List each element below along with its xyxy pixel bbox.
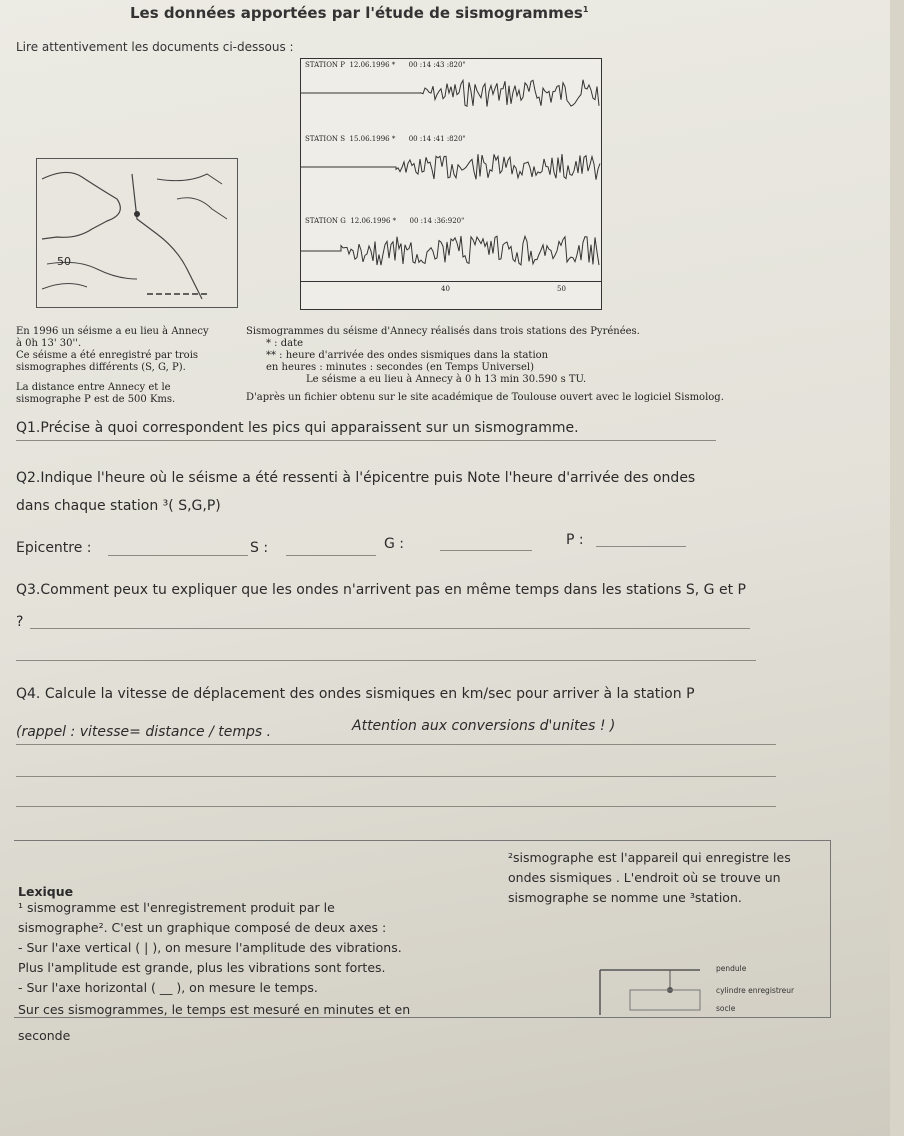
answer-line[interactable] — [16, 744, 776, 745]
map-outline-icon — [37, 159, 237, 307]
answer-line[interactable] — [16, 806, 776, 807]
seismogram-trace-g — [301, 231, 601, 271]
question-4: Q4. Calcule la vitesse de déplacement des ondes sismiques en km/sec pour arriver à la station P — [16, 686, 695, 702]
question-2-line1: Q2.Indique l'heure où le séisme a été ressenti à l'épicentre puis Note l'heure d'arrivée des ondes — [16, 470, 696, 486]
page-title: Les données apportées par l'étude de sismogrammes$^1$ — [130, 4, 589, 22]
label-pendule: pendule — [716, 964, 747, 973]
label-cylindre: cylindre enregistreur — [716, 986, 795, 995]
intro-text: Lire attentivement les documents ci-dessous : — [16, 40, 294, 54]
question-3-line2: ? — [16, 614, 24, 630]
time-axis — [301, 281, 601, 282]
map-annecy — [36, 158, 238, 308]
answer-line[interactable] — [16, 660, 756, 661]
station-p-header: STATION P 12.06.1996 * 00 :14 :43 :820" — [305, 61, 466, 69]
question-3-line1: Q3.Comment peux tu expliquer que les ondes n'arrivent pas en même temps dans les stations S, G et P — [16, 582, 746, 598]
field-epicentre: Epicentre : — [16, 540, 92, 556]
tick-50: 50 — [557, 285, 566, 293]
question-4-attention: Attention aux conversions d'unites ! ) — [352, 718, 616, 734]
seismogram-panel — [300, 58, 602, 310]
question-1: Q1.Précise à quoi correspondent les pics qui apparaissent sur un sismogramme. — [16, 420, 579, 436]
field-g: G : — [384, 536, 405, 552]
tick-40: 40 — [441, 285, 450, 293]
station-g-header: STATION G 12.06.1996 * 00 :14 :36:920" — [305, 217, 465, 225]
field-p: P : — [566, 532, 584, 548]
question-2-line2: dans chaque station ³( S,G,P) — [16, 498, 221, 514]
answer-line-g[interactable] — [440, 550, 532, 551]
seismogram-trace-p — [301, 73, 601, 113]
answer-line-s[interactable] — [286, 555, 376, 556]
caption-right: Sismogrammes du séisme d'Annecy réalisés dans trois stations des Pyrénées. * : date ** : heure d'arrivée des ondes sismiques dans la station en heures : minutes : secondes (en Temps Universel) Le séisme a eu lieu à Annecy à 0 h 13 min 30.590 s TU. D'après un fichier obtenu sur le site académique de Toulouse ouvert avec le logiciel Sismolog. — [246, 326, 724, 403]
seismogram-trace-s — [301, 147, 601, 187]
field-s: S : — [250, 540, 269, 556]
question-4-rappel: (rappel : vitesse= distance / temps . — [16, 724, 272, 740]
answer-line — [16, 440, 716, 441]
station-s-header: STATION S 15.06.1996 * 00 :14 :41 :820" — [305, 135, 466, 143]
answer-line-epicentre[interactable] — [108, 555, 248, 556]
answer-line-p[interactable] — [596, 546, 686, 547]
seismograph-diagram-icon — [590, 960, 720, 1020]
label-socle: socle — [716, 1004, 736, 1013]
map-label: 50 — [57, 255, 71, 268]
answer-line[interactable] — [16, 776, 776, 777]
answer-line[interactable] — [30, 628, 750, 629]
lexique-heading: Lexique — [18, 884, 74, 899]
caption-left: En 1996 un séisme a eu lieu à Annecy à 0h 13' 30''. Ce séisme a été enregistré par trois sismographes différents (S, G, P). La distance entre Annecy et le sismographe P est de 500 Kms. — [16, 326, 209, 405]
